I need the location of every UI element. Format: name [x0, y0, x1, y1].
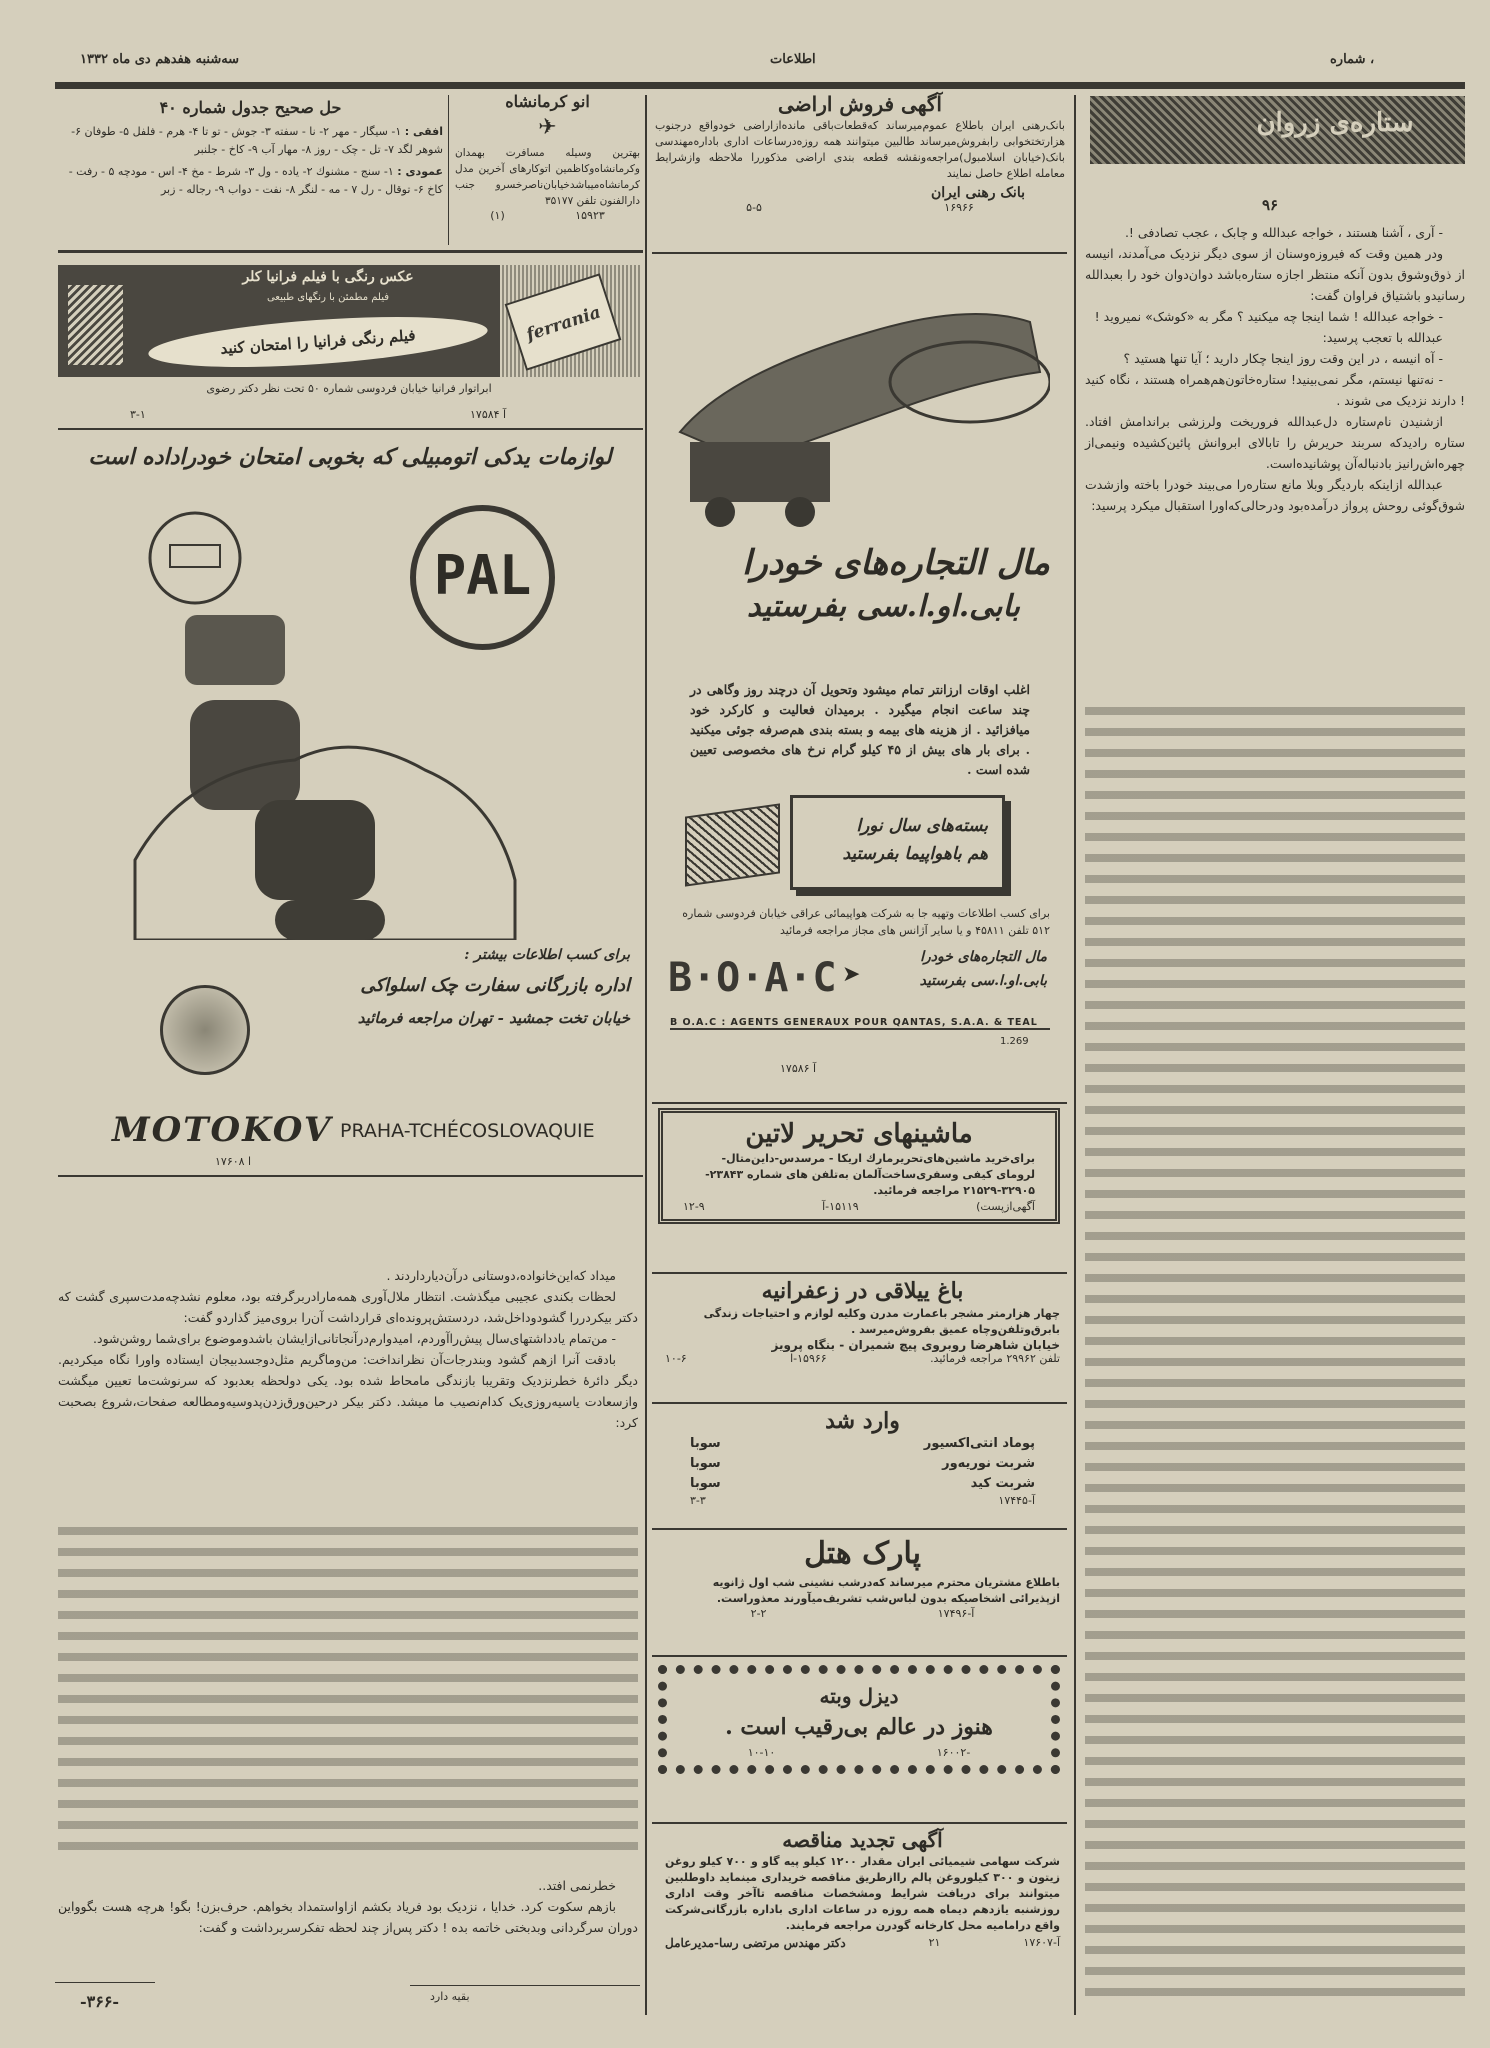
ad-title: وارد شد — [825, 1408, 900, 1434]
dynamo-icon — [190, 700, 300, 810]
ad-number: ۱۵۹۲۳ — [575, 209, 605, 222]
newspaper-name: اطلاعات — [770, 52, 816, 67]
story-continuation-text — [58, 1520, 638, 1860]
story-text-left — [58, 1265, 638, 1433]
ad-text: برای‌خرید ماشین‌های‌تحریرمارك اریکا - مرسدس-داین‌متال- لرومای کیفی وسفری‌ساخت‌آلمان به‌تلفن های شماره ۲۳۸۴۳- ۳۲۹۰۵-۲۱۵۲۹ مراجعه فرمائید. — [705, 1152, 1035, 1197]
gift-box-icon — [685, 803, 780, 886]
product-brand: سوبا — [690, 1476, 721, 1491]
paragraph: بادقت آنرا ازهم گشود وبندرجات‌آن نظرانداخت: من‌وماگریم مثل‌دوجسدبیجان ایستاده واورا نگاه میکردیم. دیگر دائرهٔ خطرنزدیک وتقریبا بازندگی مامحاط شده بود. یکی دولحظه بعدبود که سرنوشت‌ما تعیین میگشت وازسعادت یاسیه‌روزی‌یک کدام‌نصیب ما میشد. دکتر بیکر درحین‌ورق‌زدن‌پدوسیه‌ومطالعه صفحات،شروع بصحبت کرد: — [58, 1352, 638, 1430]
issue-date: سه‌شنبه هفدهم دی ماه ۱۳۳۲ — [80, 52, 240, 67]
speedbird-icon: ➤ — [842, 962, 861, 987]
across-answers: ۱- سیگار - مهر ۲- نا - سفته ۳- جوش - تو تا ۴- هرم - فلفل ۵- طوفان ۶- شوهر لگد ۷- تل - چک - روز ۸- مهار آب ۹- کاخ - جلنبر — [71, 125, 443, 156]
headlamp-icon — [160, 985, 250, 1075]
column-divider — [645, 95, 647, 2015]
episode-number: ۹۶ — [1261, 196, 1279, 214]
paragraph: میداد که‌این‌خانواده،دوستانی درآن‌دیارداردند . — [386, 1268, 616, 1283]
ad-caption: ابراتوار فرانیا خیابان فردوسی شماره ۵۰ تحت نظر دکتر رضوی — [206, 382, 492, 395]
pal-logo: PAL — [410, 505, 555, 650]
story-ending — [58, 1875, 638, 1938]
divider — [58, 250, 643, 253]
paragraph: ودر همین وقت که فیروزه‌وسنان از سوی دیگر نزدیک می‌آمدند، انیسه از ذوق‌وشوق بدون آنکه منتظر اجازه ستاره‌باشد دوان‌دوان خود را بعبدالله رسانیدو باشتیاق فراوان گفت: — [1085, 246, 1465, 303]
divider — [652, 1655, 1067, 1657]
ad-park-hotel — [665, 1533, 1060, 1620]
divider — [652, 1102, 1067, 1104]
ad-kermanshah-bus — [455, 92, 640, 222]
ad-number: ۳-۱ — [130, 408, 146, 421]
ad-address: خیابان تخت جمشید - تهران مراجعه فرمائید — [357, 1009, 630, 1027]
story-text-right — [1085, 222, 1465, 516]
ad-title: ماشینهای تحریر لاتین — [745, 1119, 973, 1149]
ad-headline: بابی.او.ا.سی بفرستید — [747, 589, 1020, 624]
divider — [58, 1175, 643, 1177]
page-label: شماره ، — [1330, 52, 1375, 67]
paragraph: لحظات بکندی عجیبی میگذشت. انتظار ملال‌آوری همه‌مارادربرگرفته بود، معلوم نشدچه‌مدت‌سپری گشت که دکتر بیکردررا گشودوداخل‌شد، دردستش‌پرونده‌ای قرارداشت آن‌را بروی‌میز گذاردو گفت: — [58, 1289, 638, 1325]
ad-note: آگهی‌ازپست) — [976, 1200, 1035, 1213]
ad-number: ۱۵۹۶۶-ا — [790, 1352, 827, 1365]
story-banner-image — [1090, 96, 1465, 164]
ad-title: پارک هتل — [804, 1536, 921, 1571]
ad-agent: اداره بازرگانی سفارت چک اسلواکی — [360, 975, 630, 996]
tag-line: بسته‌های سال نورا — [856, 816, 988, 836]
paragraph: - آه انیسه ، در این وقت روز اینجا چکار دارید ؛ آیا تنها هستید ؟ — [1123, 351, 1443, 366]
product-name: شربت نوریه‌ور — [942, 1456, 1035, 1471]
ad-phone: تلفن ۲۹۹۶۲ مراجعه فرمائید. — [930, 1352, 1060, 1365]
paragraph: - آری ، آشنا هستند ، خواجه عبدالله و چابک ، عجب تصادفی !. — [1124, 225, 1443, 240]
ad-info: برای کسب اطلاعات بیشتر : — [464, 947, 630, 963]
column-divider — [1074, 95, 1076, 2015]
divider — [652, 1402, 1067, 1404]
ad-typewriters — [658, 1108, 1060, 1224]
paragraph: خطرنمی افتد.. — [538, 1878, 616, 1893]
ad-signature: بانک رهنی ایران — [930, 185, 1025, 201]
ad-garden — [665, 1278, 1060, 1365]
ad-number: ۳-۳ — [690, 1494, 706, 1507]
ad-contact: برای کسب اطلاعات وتهیه جا به شرکت هواپیمائی عراقی خیابان فردوسی شماره ۵۱۲ تلفن ۴۵۸۱۱ و یا سایر آژانس های مجاز مراجعه فرمائید — [682, 907, 1050, 937]
paragraph: - من‌تمام یادداشتهای‌سال پیش‌راآوردم، امیدوارم‌درآنجاتانی‌ازایشان باشدوموضوع برای‌شما روشن‌شود. — [93, 1331, 616, 1346]
ad-number: ۱۷۵۸۶ آ — [780, 1062, 817, 1075]
ad-number: ۵-۵ — [746, 201, 762, 214]
ad-number: -۱۶۰۰۲ — [936, 1746, 971, 1759]
film-box-brand: ferrania — [505, 273, 622, 370]
paragraph: ازشنیدن نام‌ستاره دل‌عبدالله فروریخت ولرزشی براندامش افتاد. ستاره رادیدکه سربند حریرش را تابالای ابروانش پائین‌کشیده ونیمی‌از چهره‌اش‌رانیز بادنباله‌آن پوشانیده‌است. — [1085, 414, 1465, 471]
ad-number: ۱۶۹۶۶ — [944, 201, 974, 214]
product-brand: سوبا — [690, 1436, 721, 1451]
ad-headline: لوازمات یدکی اتومبیلی که بخوبی امتحان خودراداده است — [88, 444, 612, 470]
divider — [652, 252, 1067, 254]
ad-logo: انو کرمانشاه — [505, 92, 590, 111]
ad-ferrania-banner — [58, 265, 640, 377]
boac-logo: B·O·A·C — [668, 955, 837, 1001]
ad-title: آگهی تجدید مناقصه — [782, 1828, 943, 1852]
paragraph: بازهم سکوت کرد. خدایا ، نزدیک بود فریاد بکشم ازاواستمداد بخواهم. حرف‌بزن! بگو! هرچه هست بگوواین دوران سرگردانی وبدبختی خاتمه بده ! دکتر پس‌از چند لحظه تفکرسربرداشت و گفت: — [58, 1899, 638, 1935]
paragraph: عبدالله ازاینکه باردیگر وبلا مانع ستاره‌را می‌بیند خودرا باخته وازشدت شوق‌گوئی روحش پرواز درآمده‌بود ودرحالی‌که‌اورا استقبال میکرد پرسید: — [1085, 477, 1465, 513]
pal-contact-block — [260, 945, 630, 1029]
ad-text: چهار هزارمتر مشجر باعمارت مدرن وکلیه لوازم و احتیاجات زندگی بابرق‌وتلفن‌وچاه عمیق بفروش‌میرسد . — [703, 1307, 1060, 1336]
down-answers: ۱- سنج - مشنوك ۲- یاده - ول ۳- شرط - مخ ۴- اس - مودچه ۵ - رفت - کاخ ۶- توقال - رل ۷ - مه - لنگر ۸- نفت - دواب ۹- رجاله - زبر — [68, 165, 443, 196]
boac-agents-line: B O.A.C : AGENTS GENERAUX POUR QANTAS, S.A.A. & TEAL — [670, 1017, 1050, 1030]
boac-side-slogan — [875, 945, 1047, 993]
ad-number: آ-۱۷۶۰۷ — [1023, 1936, 1060, 1949]
ad-title: باغ ییلاقی در زعفرانیه — [761, 1278, 964, 1304]
story-banner-title: ستاره‌ی زروان — [1256, 108, 1414, 138]
ad-number: ۲-۲ — [750, 1607, 767, 1620]
ad-arrived — [690, 1408, 1035, 1507]
ad-headline: عکس رنگی با فیلم فرانیا کلر — [242, 269, 414, 285]
ad-text: بهترین وسیله مسافرت بهمدان وکرمانشاه‌وکاظمین اتوکارهای آخرین مدل کرمانشاه‌میباشد‌خیابان‌ناصرخسرو جنب دارالفنون تلفن ۳۵۱۷۷ — [455, 147, 640, 207]
gauge-icon — [150, 513, 240, 603]
winged-emblem-icon: ✈ — [538, 115, 557, 140]
divider — [652, 1272, 1067, 1274]
starter-motor-icon — [255, 800, 375, 900]
ad-number: ۱۷۵۸۴ آ — [470, 408, 507, 421]
ad-slogan: فیلم رنگی فرانیا را امتحان کنید — [147, 308, 489, 376]
ad-number: ۱۵۱۱۹-آ — [822, 1200, 859, 1213]
ad-text: بانک‌رهنی ایران باطلاع عموم‌میرساند که‌قطعات‌باقی مانده‌ازاراضی خودواقع درجنوب هزارتختخوابی رابفروش‌میرساند طالبین میتوانند همه روزه‌درساعات اداری باداره‌مهندسی بانک(خیابان اسلامبول)مراجعه‌ونقشه قطعه بندی اراضی مذکوررا ملاحظه وازشرایط معامله اطلاع حاصل نمایند — [655, 119, 1065, 180]
ad-number: ۱۰-۶ — [665, 1352, 687, 1365]
distributor-icon — [185, 615, 285, 685]
gift-tag — [790, 795, 1005, 890]
header-rule — [55, 82, 1465, 89]
ad-tender — [665, 1828, 1060, 1950]
crossword-title: حل صحیح جدول شماره ۴۰ — [159, 98, 342, 117]
airplane-cargo-illustration — [670, 262, 1050, 532]
ad-body: اغلب اوقات ارزانتر تمام میشود وتحویل آن درچند روز وگاهی در چند ساعت انجام میگیرد . برمیدان فعالیت و کارکرد خود میافزائید . از هزینه های بیمه و بسته بندی هم‌صرفه جوئی میکنید . برای بار های بیش از ۴۵ کیلو گرام نرخ های مخصوصی تعیین شده است . — [690, 682, 1030, 777]
story-continuation-text — [1085, 700, 1465, 2000]
ad-text: باطلاع مشتریان محترم میرساند که‌درشب نشینی شب اول ژانویه ازپذیرائی اشخاصیکه بدون لباس‌شب تشریف‌میآورند معذوراست. — [712, 1576, 1060, 1605]
page-number: -۳۶۶- — [80, 1992, 120, 2011]
ad-number: آ-۱۷۴۹۶ — [937, 1607, 975, 1620]
motokov-location: PRAHA-TCHÉCOSLOVAQUIE — [340, 1120, 595, 1142]
down-label: عمودی : — [397, 165, 443, 178]
crossword-solution — [58, 98, 443, 199]
ad-number: ۲۱ — [928, 1936, 941, 1949]
boac-headline-block — [660, 540, 1050, 628]
ad-land-sale — [655, 92, 1065, 214]
paragraph: عبدالله با تعجب پرسید: — [1322, 330, 1443, 345]
paragraph: - نه‌تنها نیستم، مگر نمی‌بینید! ستاره‌خاتون‌هم‌همراه هستند ، نگاه کنید ! دارند نزدیک می شوند . — [1085, 372, 1465, 408]
slogan-line: مال التجاره‌های خودرا — [920, 949, 1047, 965]
ad-number: ۱۰-۱۰ — [747, 1746, 776, 1759]
ad-subheadline: فیلم مطمئن با رنگهای طبیعی — [266, 292, 390, 303]
ad-slogan: هنوز در عالم بی‌رقیب است . — [725, 1714, 993, 1740]
divider — [55, 1982, 155, 1983]
divider — [652, 1822, 1067, 1824]
ad-number: ۱۲-۹ — [683, 1200, 705, 1213]
paragraph: - خواجه عبدالله ! شما اینجا چه میکنید ؟ مگر به «کوشک» نمیروید ! — [1094, 309, 1443, 324]
divider — [410, 1985, 640, 1986]
divider — [448, 95, 449, 245]
tag-line: هم باهواپیما بفرستید — [842, 844, 988, 864]
ad-diesel — [658, 1665, 1060, 1774]
product-name: شربت کید — [970, 1476, 1035, 1491]
ad-number: ۱۷۶۰۸ ا — [215, 1155, 252, 1168]
divider — [652, 1528, 1067, 1530]
ad-title: آگهی فروش اراضی — [778, 92, 942, 116]
across-label: افقی : — [404, 125, 443, 138]
car-parts-illustration — [95, 500, 555, 940]
ad-code: 1.269 — [1000, 1036, 1029, 1047]
divider — [58, 428, 643, 430]
motokov-logo: MOTOKOV — [112, 1110, 333, 1150]
ad-title: دیزل وبته — [819, 1684, 899, 1708]
ad-number: آ-۱۷۴۴۵ — [998, 1494, 1035, 1507]
ad-signature: دکتر مهندس مرتضی رسا-مدیرعامل — [665, 1936, 846, 1950]
slogan-line: بابی.او.ا.سی بفرستید — [919, 973, 1047, 989]
product-name: پوماد انتی‌اکسیور — [923, 1436, 1035, 1451]
truck-icon — [690, 442, 830, 502]
product-brand: سوبا — [690, 1456, 721, 1471]
ad-text: شرکت سهامی شیمیائی ایران مقدار ۱۲۰۰ کیلو پیه گاو و ۷۰۰ کیلو روغن زیتون و ۳۰۰ کیلوروغن پالم راازطریق مناقصه خریداری مینماید داوطلبین میتوانند برای دریافت شرایط ومشخصات مناقصه تاآخر وقت اداری روزشنبه یازدهم دیماه همه روزه در ساعات اداری باداره بازرگانی‌شرکت واقع درامامیه محل کارخانه گودرن مراجعه فرمایند. — [665, 1855, 1060, 1932]
ad-headline: مال التجاره‌های خودرا — [741, 543, 1050, 583]
continued-note: بقیه دارد — [430, 1990, 470, 2003]
ad-number: (۱) — [490, 209, 505, 222]
ad-address: خیابان شاهرضا روبروی پیچ شمیران - بنگاه پرویز — [771, 1338, 1060, 1352]
ferrania-logo-icon — [68, 285, 123, 365]
